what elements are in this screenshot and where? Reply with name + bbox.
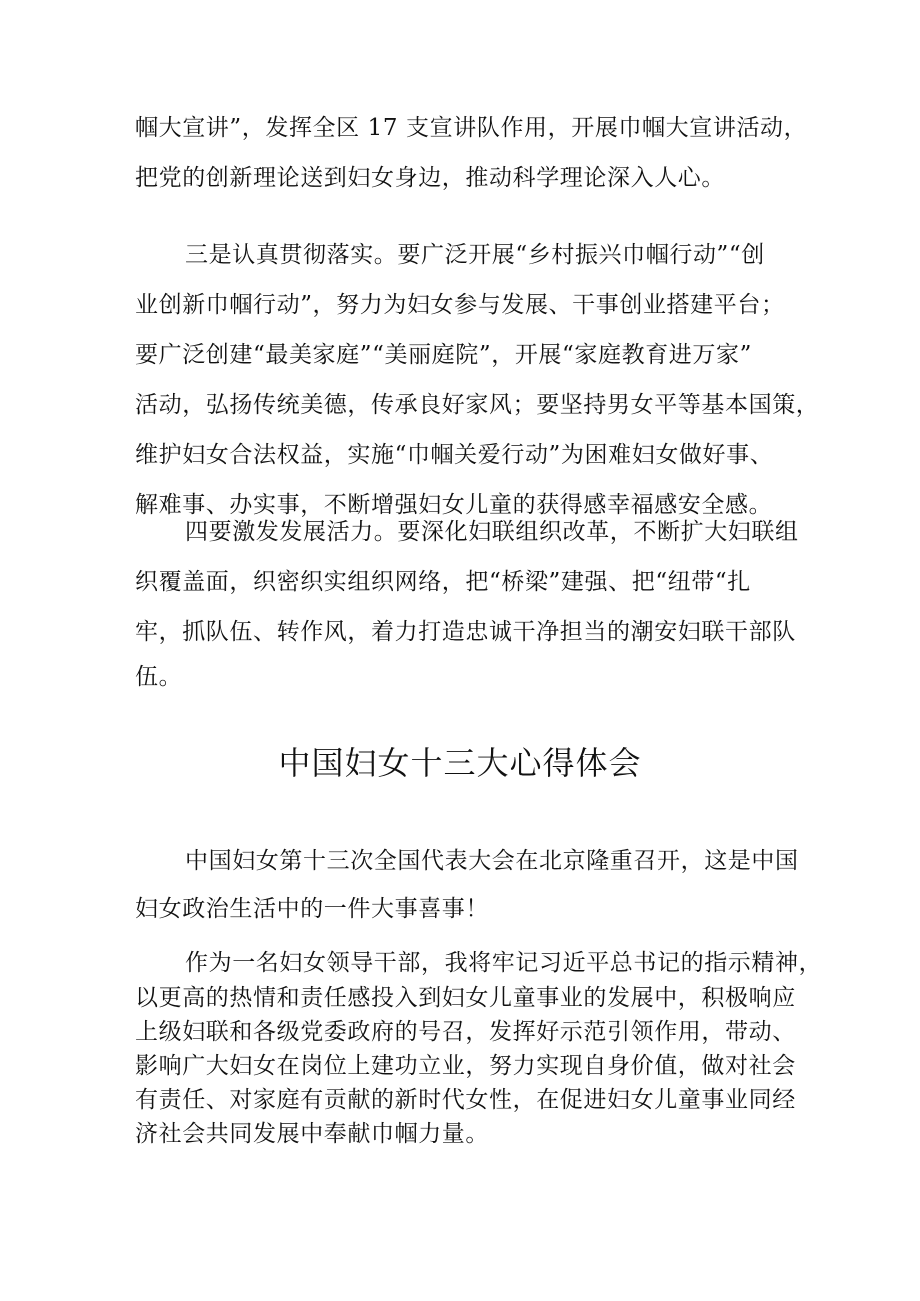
paragraph-line: 伍。 xyxy=(135,664,183,690)
paragraph-line: 把党的创新理论送到妇女身边，推动科学理论深入人心。 xyxy=(135,165,725,191)
paragraph-line: 影响广大妇女在岗位上建功立业，努力实现自身价值，做对社会 xyxy=(135,1053,796,1079)
paragraph-line: 中国妇女第十三次全国代表大会在北京隆重召开，这是中国 xyxy=(185,848,799,874)
paragraph-line: 解难事、办实事，不断增强妇女儿童的获得感幸福感安全感。 xyxy=(135,492,773,518)
paragraph-line: 以更高的热情和责任感投入到妇女儿童事业的发展中，积极响应 xyxy=(135,985,796,1011)
paragraph-line: 织覆盖面，织密织实组织网络，把“桥梁”建强、把“纽带“扎 xyxy=(135,569,751,595)
paragraph-line: 活动，弘扬传统美德，传承良好家风；要坚持男女平等基本国策， xyxy=(135,392,820,418)
paragraph-line: 作为一名妇女领导干部，我将牢记习近平总书记的指示精神， xyxy=(185,950,823,976)
paragraph-line: 业创新巾帼行动”，努力为妇女参与发展、干事创业搭建平台； xyxy=(135,292,785,318)
section-title: 中国妇女十三大心得体会 xyxy=(278,744,642,782)
paragraph-line: 三是认真贯彻落实。要广泛开展“乡村振兴巾帼行动”“创 xyxy=(185,242,765,268)
paragraph-line: 四要激发发展活力。要深化妇联组织改革，不断扩大妇联组 xyxy=(185,519,799,545)
paragraph-line: 维护妇女合法权益，实施“巾帼关爱行动”为困难妇女做好事、 xyxy=(135,442,774,468)
paragraph-line: 要广泛创建“最美家庭”“美丽庭院”，开展“家庭教育进万家” xyxy=(135,342,752,368)
paragraph-line: 济社会共同发展中奉献巾帼力量。 xyxy=(135,1121,489,1147)
paragraph-line: 帼大宣讲”，发挥全区 17 支宣讲队作用，开展巾帼大宣讲活动， xyxy=(135,115,808,141)
paragraph-line: 上级妇联和各级党委政府的号召，发挥好示范引领作用，带动、 xyxy=(135,1019,796,1045)
paragraph-line: 牢，抓队伍、转作风，着力打造忠诚干净担当的潮安妇联干部队 xyxy=(135,619,796,645)
paragraph-line: 有责任、对家庭有贡献的新时代女性，在促进妇女儿童事业同经 xyxy=(135,1087,796,1113)
paragraph-line: 妇女政治生活中的一件大事喜事！ xyxy=(135,896,489,922)
